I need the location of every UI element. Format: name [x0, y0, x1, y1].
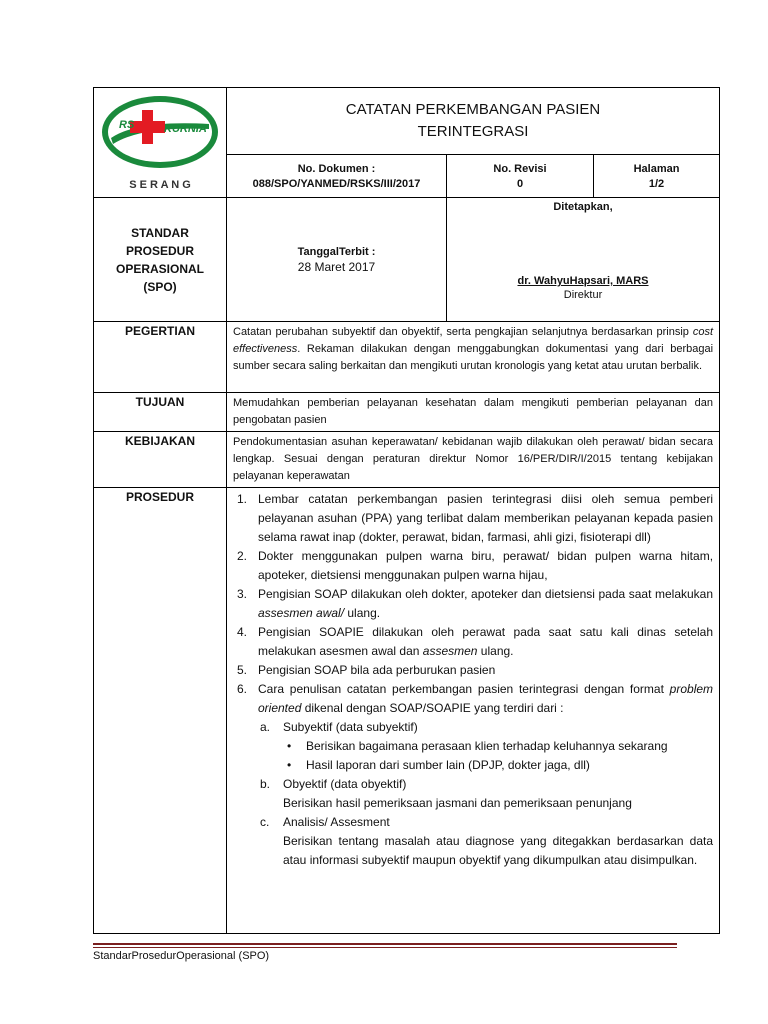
spo-label-line: PROSEDUR — [125, 243, 194, 258]
pengertian-label: PEGERTIAN — [94, 322, 227, 393]
sub-title: Analisis/ Assesment — [283, 815, 390, 829]
tujuan-text: Memudahkan pemberian pelayanan kesehatan dalam mengikuti pemberian pelayanan dan pengobatan pasien — [227, 393, 720, 432]
signer-name: dr. WahyuHapsari, MARS — [517, 275, 649, 287]
spo-label-line: (SPO) — [143, 279, 177, 294]
step-number: 5. — [237, 663, 248, 677]
document-title — [227, 88, 720, 155]
pengertian-text-part: . Rekaman dilakukan dengan menggabungkan dokumentasi yang dari berbagai sumber secara saling berkaitan dan mengikuti urutan kronologis yang ketat atau urutan berbalik. — [233, 343, 714, 372]
step-italic: assesmen awal/ — [258, 606, 345, 620]
sub-item-analisis — [258, 813, 713, 870]
revision-value: 0 — [516, 178, 524, 191]
doc-number-cell — [227, 155, 447, 198]
footer-divider-thin — [93, 947, 677, 948]
procedure-step — [233, 623, 713, 661]
bullet-text: Hasil laporan dari sumber lain (DPJP, dokter jaga, dll) — [306, 758, 590, 772]
kebijakan-text: Pendokumentasian asuhan keperawatan/ kebidanan wajib dilakukan oleh perawat/ bidan secara lengkap. Sesuai dengan peraturan direktur Nomor 16/PER/DIR/I/2015 tentang kebijakan pelayanan keperawatan — [227, 432, 720, 488]
procedure-step — [233, 661, 713, 680]
footer-text: StandarProsedurOperasional (SPO) — [93, 950, 270, 962]
title-line-2: TERINTEGRASI — [417, 123, 529, 141]
approval-cell — [447, 198, 720, 322]
title-line-1: CATATAN PERKEMBANGAN PASIEN — [345, 101, 601, 119]
page-label: Halaman — [633, 163, 680, 176]
doc-number-label: No. Dokumen : — [297, 163, 376, 176]
sub-item-subyektif — [258, 718, 713, 775]
bullet-item — [283, 756, 713, 775]
page-value: 1/2 — [648, 178, 665, 191]
logo-name-text: KURNIA — [164, 123, 207, 135]
logo-cell — [94, 88, 227, 198]
step-text: Pengisian SOAP dilakukan oleh dokter, apoteker dan dietsiensi pada saat melakukan — [258, 587, 714, 601]
rs-kurnia-logo — [97, 88, 223, 192]
kebijakan-label: KEBIJAKAN — [94, 432, 227, 488]
procedure-step — [233, 680, 713, 870]
step-text: Lembar catatan perkembangan pasien terintegrasi diisi oleh semua pemberi pelayanan asuhan (PPA) yang terlibat dalam memberikan pelayanan kepada pasien selama rawat inap (dokter, perawat, bidan, farmasi, ahli gizi, fisioterapi dll) — [258, 492, 714, 544]
sub-description: Berisikan tentang masalah atau diagnose yang ditegakkan berdasarkan data atau informasi subyektif maupun obyektif yang dikumpulkan atau disimpulkan. — [283, 834, 714, 867]
sub-letter: c. — [260, 815, 270, 829]
procedure-step — [233, 547, 713, 585]
sub-description: Berisikan hasil pemeriksaan jasmani dan pemeriksaan penunjang — [283, 796, 632, 810]
step-text: Cara penulisan catatan perkembangan pasien terintegrasi dengan format — [258, 682, 670, 696]
issue-date-label: TanggalTerbit : — [297, 245, 376, 258]
revision-cell — [447, 155, 594, 198]
step-italic: problem oriented — [258, 682, 714, 715]
pengertian-text — [227, 322, 720, 393]
spo-label-line: OPERASIONAL — [115, 261, 204, 276]
sub-item-obyektif — [258, 775, 713, 813]
bullet-icon: • — [287, 758, 292, 772]
bullet-icon: • — [287, 739, 292, 753]
tujuan-label: TUJUAN — [94, 393, 227, 432]
doc-number-value: 088/SPO/YANMED/RSKS/III/2017 — [252, 178, 421, 191]
sub-title: Obyektif (data obyektif) — [283, 777, 407, 791]
logo-city-text: S E R A N G — [129, 179, 191, 191]
sub-letter: a. — [260, 720, 271, 734]
procedure-list — [233, 490, 713, 870]
step-number: 1. — [237, 492, 248, 506]
logo-rs-text: RS — [119, 119, 135, 131]
sub-title: Subyektif (data subyektif) — [283, 720, 418, 734]
approval-label: Ditetapkan, — [553, 201, 613, 213]
step-number: 6. — [237, 682, 248, 696]
step-number: 3. — [237, 587, 248, 601]
procedure-step — [233, 490, 713, 547]
footer-divider — [93, 943, 677, 945]
pengertian-text-part: Catatan perubahan subyektif dan obyektif, serta pengkajian selanjutnya berdasarkan prinsip — [233, 326, 693, 338]
sub-letter: b. — [260, 777, 271, 791]
spo-document-table — [93, 87, 720, 934]
step-text: ulang. — [344, 606, 381, 620]
revision-label: No. Revisi — [493, 163, 547, 176]
issue-date-cell — [227, 198, 447, 322]
issue-date-value: 28 Maret 2017 — [297, 259, 376, 274]
procedure-step — [233, 585, 713, 623]
step-text: Pengisian SOAP bila ada perburukan pasien — [258, 663, 496, 677]
prosedur-content — [227, 488, 720, 934]
step-italic: assesmen — [422, 644, 478, 658]
step-text: ulang. — [477, 644, 514, 658]
spo-label-line: STANDAR — [131, 225, 189, 240]
step-text: Pengisian SOAPIE dilakukan oleh perawat pada saat satu kali dinas setelah melakukan asesmen awal dan — [258, 625, 714, 658]
step-text: dikenal dengan SOAP/SOAPIE yang terdiri dari : — [301, 701, 564, 715]
prosedur-label: PROSEDUR — [94, 488, 227, 934]
step-text: Dokter menggunakan pulpen warna biru, perawat/ bidan pulpen warna hitam, apoteker, dietsiensi menggunakan pulpen warna hijau, — [258, 549, 714, 582]
spo-label-cell — [94, 198, 227, 322]
bullet-text: Berisikan bagaimana perasaan klien terhadap keluhannya sekarang — [306, 739, 668, 753]
step-number: 2. — [237, 549, 248, 563]
pengertian-italic: cost effectiveness — [233, 326, 714, 355]
bullet-item — [283, 737, 713, 756]
page-cell — [594, 155, 720, 198]
step-number: 4. — [237, 625, 248, 639]
signer-title: Direktur — [563, 289, 603, 301]
